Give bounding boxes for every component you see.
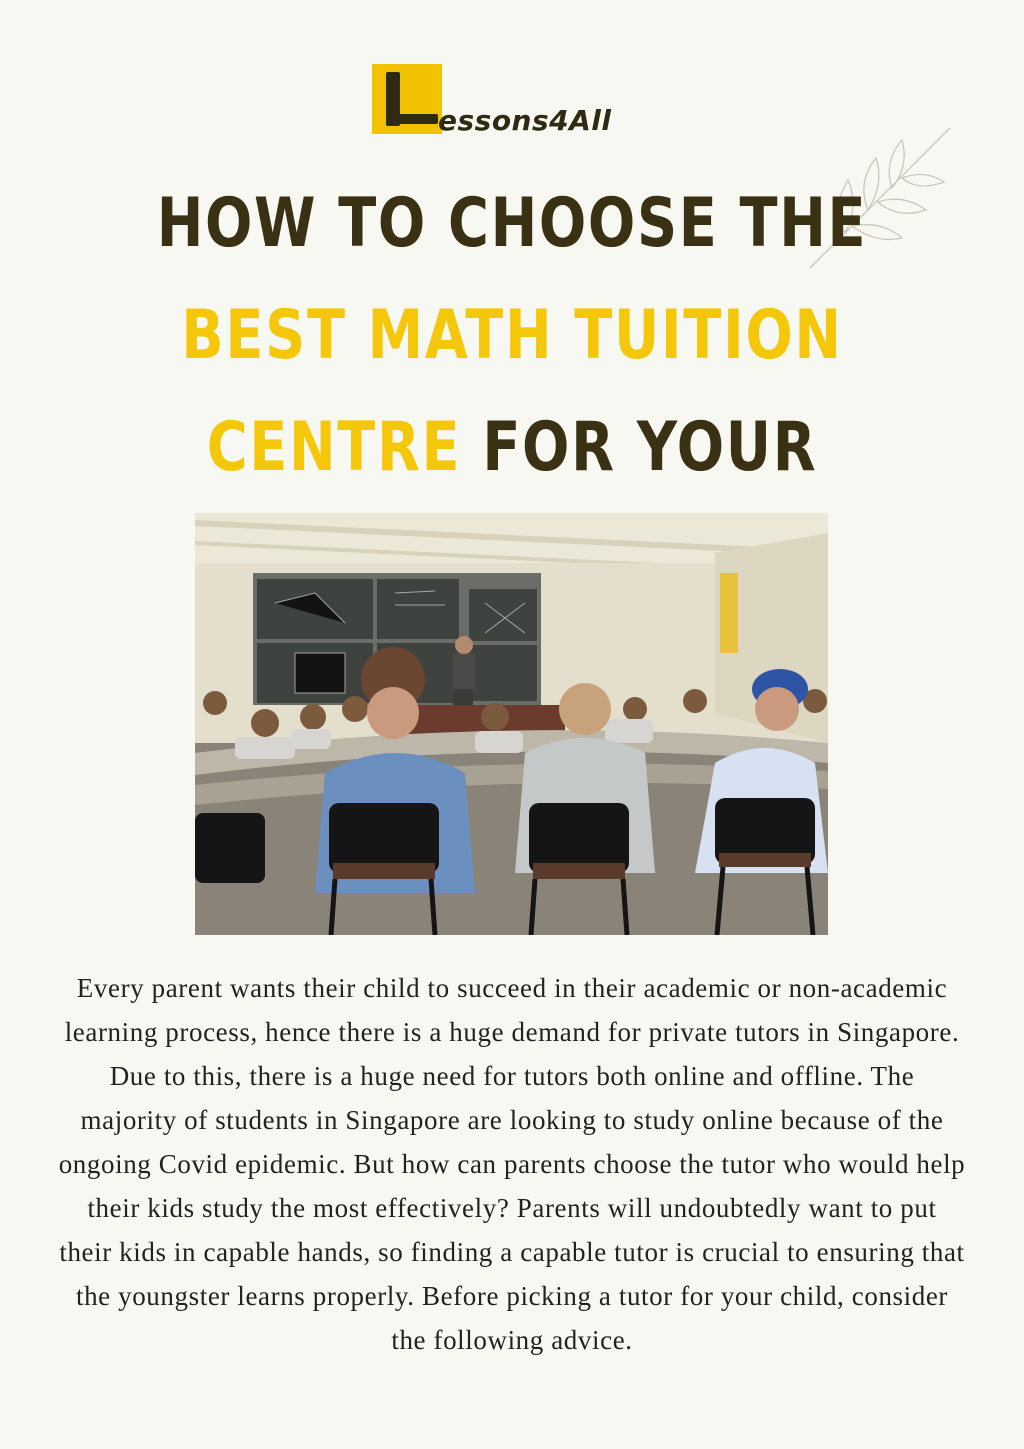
logo-mark — [372, 64, 442, 134]
classroom-photo — [195, 513, 828, 935]
intro-paragraph: Every parent wants their child to succeed in their academic or non-academic learning process, hence there is a huge demand for private tutors in Singapore. Due to this, there is a huge need for tutors both online and offline. The majority of students in Singapore are looking to study online because of the ongoing Covid epidemic. But how can parents choose the tutor who would help their kids study the most effectively? Parents will undoubtedly want to put their kids in capable hands, so finding a capable tutor is crucial to ensuring that the youngster learns properly. Before picking a tutor for your child, consider the following advice. — [58, 973, 966, 1355]
brand-logo — [372, 64, 652, 138]
title-part-1: HOW TO CHOOSE THE — [156, 184, 868, 263]
title-highlight: BEST MATH TUITION CENTRE — [181, 296, 843, 487]
classroom-illustration — [195, 513, 828, 935]
logo-text: essons4All — [438, 104, 612, 137]
title-part-3: FOR YOUR — [482, 408, 818, 487]
